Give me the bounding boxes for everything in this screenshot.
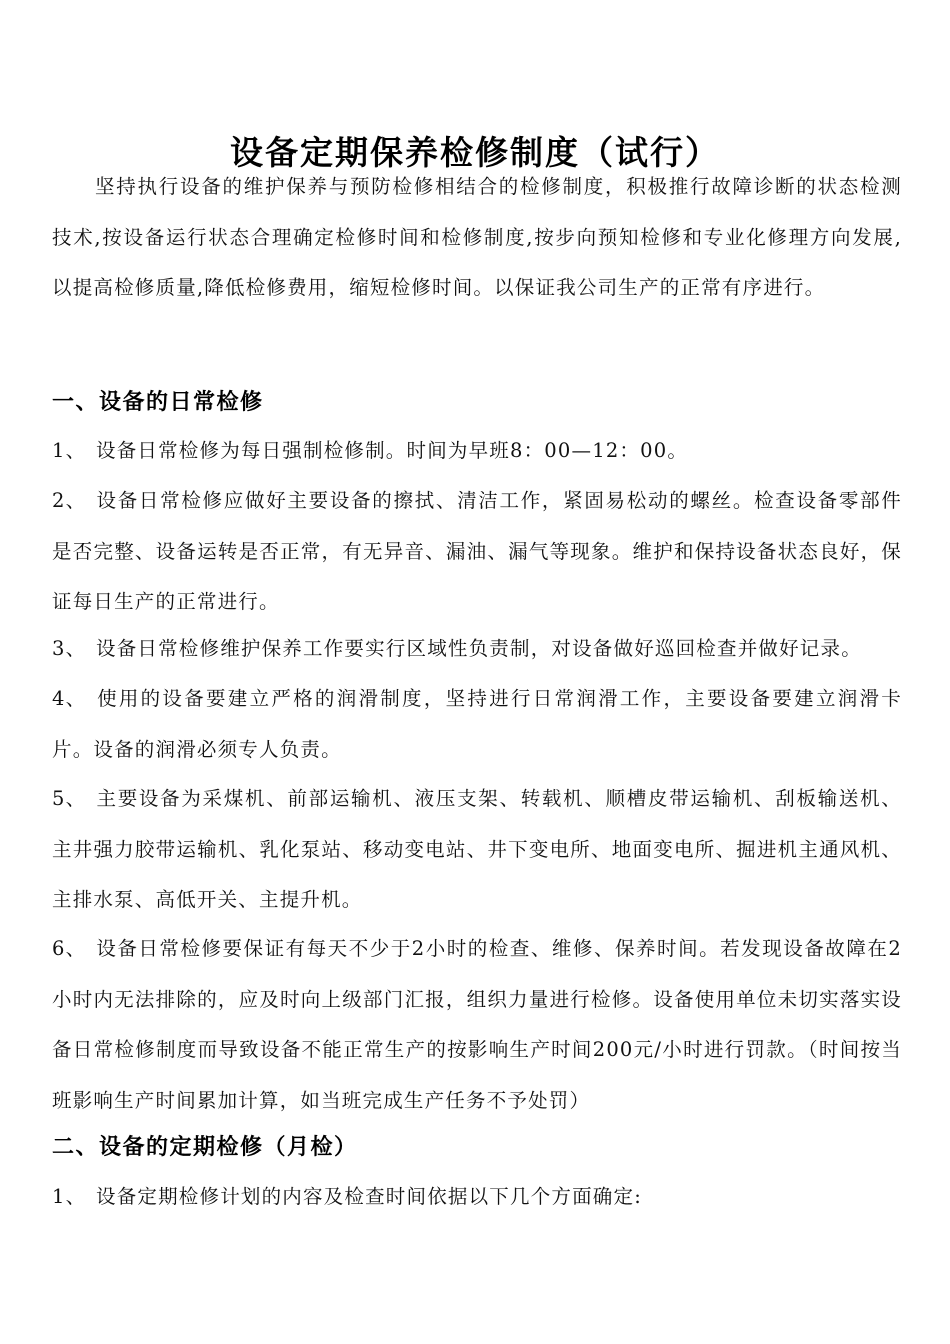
section-1-item-4 [52,674,902,775]
section-1-item-5 [52,774,902,926]
item-text: 主要设备为采煤机、前部运输机、液压支架、转载机、顺槽皮带运输机、刮板输送机、主井强力胶带运输机、乳化泵站、移动变电站、井下变电所、地面变电所、掘进机主通风机、主排水泵、高低开关、主提升机。 [52,787,902,911]
item-number: 3、 [52,637,87,660]
document-title: 设备定期保养检修制度（试行） [230,133,720,172]
section-1-item-1 [52,426,902,477]
intro-paragraph: 坚持执行设备的维护保养与预防检修相结合的检修制度，积极推行故障诊断的状态检测技术,按设备运行状态合理确定检修时间和检修制度,按步向预知检修和专业化修理方向发展,以提高检修质量,降低检修费用，缩短检修时间。以保证我公司生产的正常有序进行。 [52,175,902,299]
section-1-item-3 [52,624,902,675]
item-text: 设备日常检修为每日强制检修制。时间为早班8：00—12：00。 [96,439,689,462]
item-text: 设备日常检修要保证有每天不少于2小时的检查、维修、保养时间。若发现设备故障在2小时内无法排除的，应及时向上级部门汇报，组织力量进行检修。设备使用单位未切实落实设备日常检修制度而导致设备不能正常生产的按影响生产时间200元/小时进行罚款。（时间按当班影响生产时间累加计算，如当班完成生产任务不予处罚） [52,937,902,1112]
item-text: 使用的设备要建立严格的润滑制度，坚持进行日常润滑工作，主要设备要建立润滑卡片。设备的润滑必须专人负责。 [52,687,902,761]
item-text: 设备日常检修应做好主要设备的擦拭、清洁工作，紧固易松动的螺丝。检查设备零部件是否完整、设备运转是否正常，有无异音、漏油、漏气等现象。维护和保持设备状态良好，保证每日生产的正常进行。 [52,489,902,613]
item-number: 4、 [52,687,87,710]
item-number: 5、 [52,787,87,810]
section-1-item-2 [52,476,902,628]
section-1-heading: 一、设备的日常检修 [52,390,264,415]
section-2-heading: 二、设备的定期检修（月检） [52,1135,358,1160]
item-text: 设备定期检修计划的内容及检查时间依据以下几个方面确定: [96,1185,642,1208]
item-text: 设备日常检修维护保养工作要实行区域性负责制，对设备做好巡回检查并做好记录。 [96,637,862,660]
section-1-item-6 [52,924,902,1126]
item-number: 6、 [52,937,87,960]
section-2-item-1 [52,1172,902,1223]
item-number: 2、 [52,489,87,512]
item-number: 1、 [52,439,87,462]
item-number: 1、 [52,1185,87,1208]
